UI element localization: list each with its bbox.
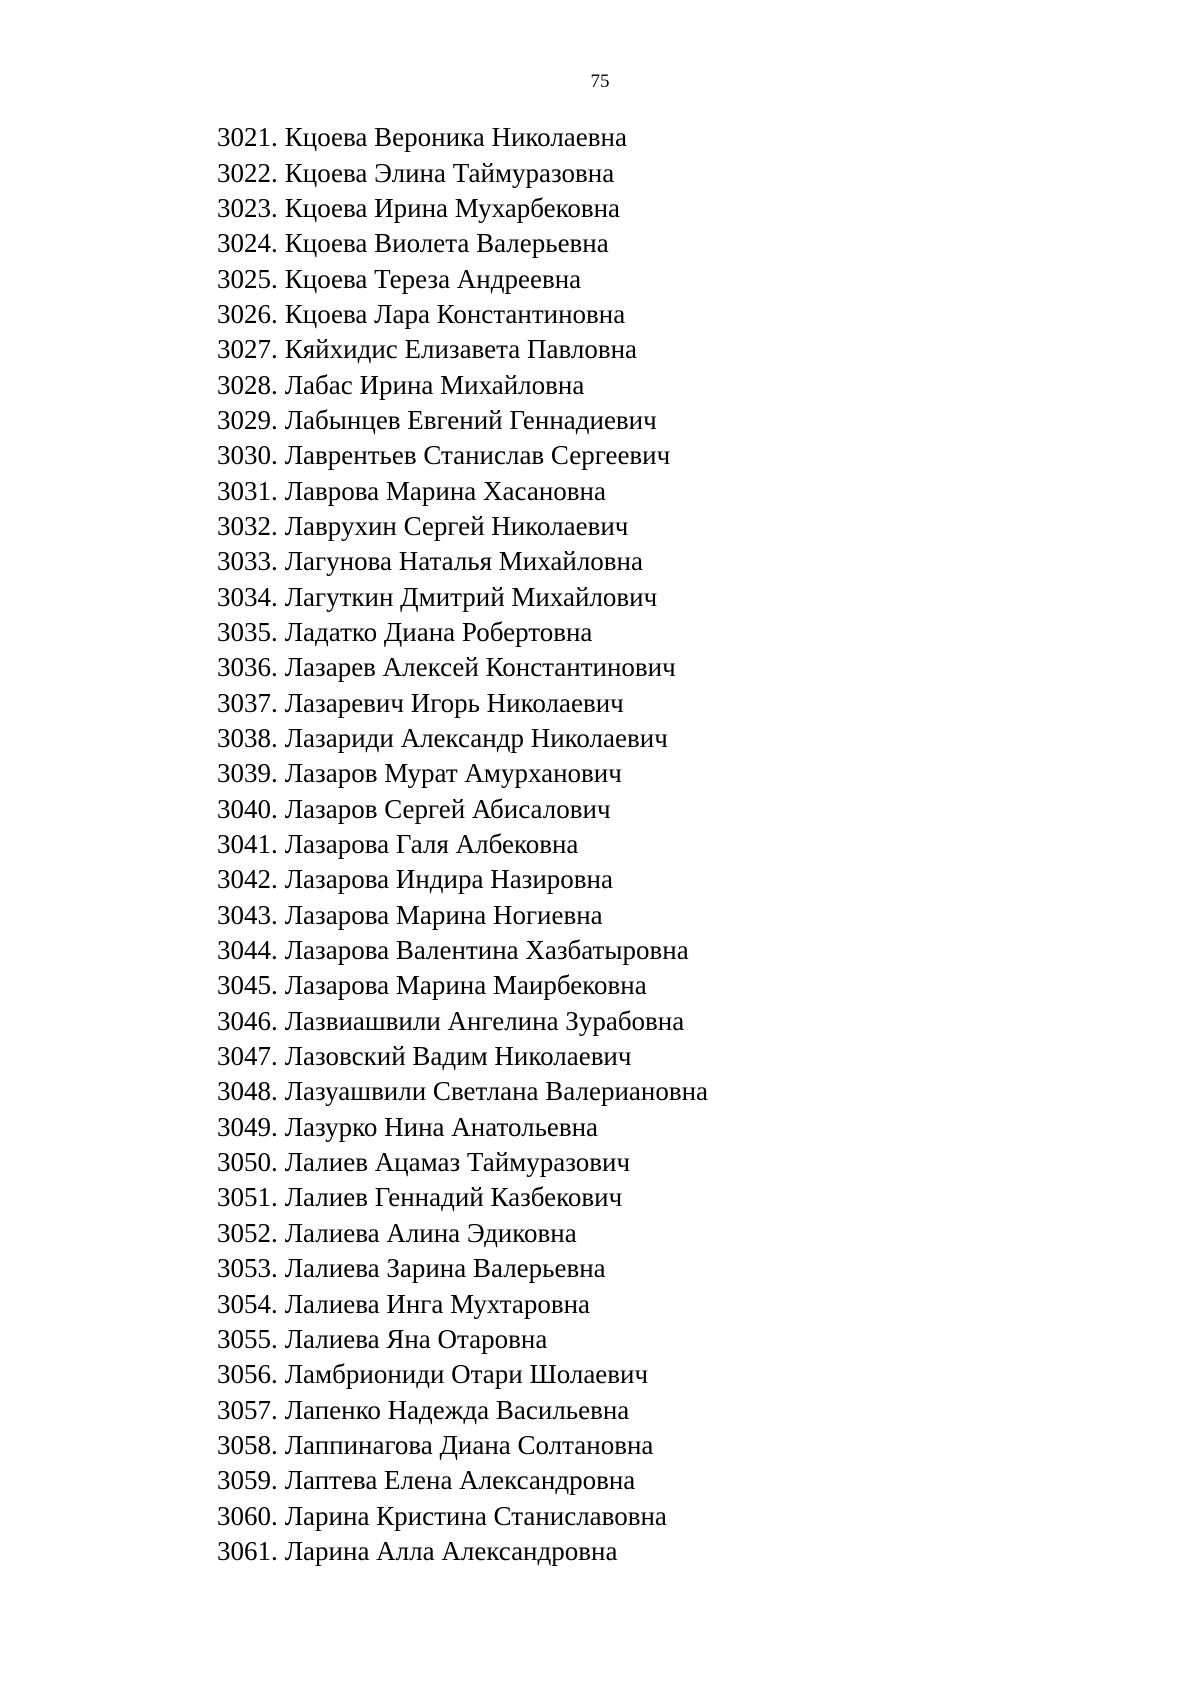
entry-number: 3059. <box>217 1465 278 1496</box>
list-item <box>217 367 708 402</box>
entry-name: Лаптева Елена Александровна <box>284 1465 636 1496</box>
entry-number: 3027. <box>217 334 278 365</box>
entry-number: 3042. <box>217 864 278 895</box>
entry-name: Лазуашвили Светлана Валериановна <box>284 1076 709 1107</box>
list-item <box>217 155 708 190</box>
entry-name: Кяйхидис Елизавета Павловна <box>284 334 638 365</box>
list-item <box>217 792 708 827</box>
entry-name: Ларина Алла Александровна <box>284 1535 618 1566</box>
entry-number: 3040. <box>217 793 278 824</box>
entry-number: 3043. <box>217 899 278 930</box>
entry-number: 3049. <box>217 1111 278 1142</box>
entry-name: Лалиева Яна Отаровна <box>284 1323 548 1354</box>
list-item <box>217 332 708 367</box>
list-item <box>217 615 708 650</box>
list-item <box>217 933 708 968</box>
entry-number: 3054. <box>217 1288 278 1319</box>
entry-number: 3041. <box>217 829 278 860</box>
entry-name: Лазарова Галя Албековна <box>284 829 579 860</box>
entry-name: Кцоева Ирина Мухарбековна <box>284 192 621 223</box>
entry-name: Лагунова Наталья Михайловна <box>284 546 643 577</box>
entry-number: 3030. <box>217 440 278 471</box>
list-item <box>217 1463 708 1498</box>
list-item <box>217 827 708 862</box>
list-item <box>217 191 708 226</box>
page-number: 75 <box>590 71 610 92</box>
entry-number: 3048. <box>217 1076 278 1107</box>
list-item <box>217 686 708 721</box>
list-item <box>217 1216 708 1251</box>
entry-name: Лазарова Марина Ногиевна <box>284 899 603 930</box>
list-item <box>217 1286 708 1321</box>
entry-number: 3036. <box>217 652 278 683</box>
entry-number: 3057. <box>217 1394 278 1425</box>
entry-name: Кцоева Лара Константиновна <box>284 298 626 329</box>
list-item <box>217 650 708 685</box>
list-item <box>217 862 708 897</box>
entry-name: Лазвиашвили Ангелина Зурабовна <box>284 1005 685 1036</box>
entry-name: Лабынцев Евгений Геннадиевич <box>284 404 657 435</box>
list-item <box>217 1251 708 1286</box>
list-item <box>217 1322 708 1357</box>
entry-name: Кцоева Тереза Андреевна <box>284 263 582 294</box>
list-item <box>217 898 708 933</box>
entry-name: Ламбриониди Отари Шолаевич <box>284 1359 649 1390</box>
list-item <box>217 1180 708 1215</box>
entry-number: 3031. <box>217 475 278 506</box>
list-item <box>217 968 708 1003</box>
list-item <box>217 297 708 332</box>
entry-name: Лаппинагова Диана Солтановна <box>284 1429 654 1460</box>
entry-name: Лазарова Марина Маирбековна <box>284 970 647 1001</box>
entry-name: Лазовский Вадим Николаевич <box>284 1041 632 1072</box>
list-item <box>217 438 708 473</box>
entry-name: Лазарев Алексей Константинович <box>284 652 676 683</box>
entry-name: Лагуткин Дмитрий Михайлович <box>284 581 658 612</box>
list-item <box>217 1534 708 1569</box>
entry-number: 3046. <box>217 1005 278 1036</box>
entry-number: 3035. <box>217 616 278 647</box>
entry-number: 3051. <box>217 1182 278 1213</box>
entry-number: 3061. <box>217 1535 278 1566</box>
list-item <box>217 1039 708 1074</box>
entry-name: Лазарова Индира Назировна <box>284 864 613 895</box>
entry-number: 3058. <box>217 1429 278 1460</box>
entry-number: 3037. <box>217 687 278 718</box>
entry-name: Кцоева Элина Таймуразовна <box>284 157 615 188</box>
entry-number: 3026. <box>217 298 278 329</box>
entry-name: Лазаревич Игорь Николаевич <box>284 687 624 718</box>
list-item <box>217 1004 708 1039</box>
entry-name: Кцоева Виолета Валерьевна <box>284 228 609 259</box>
entry-number: 3029. <box>217 404 278 435</box>
entry-name: Лапенко Надежда Васильевна <box>284 1394 630 1425</box>
entry-number: 3052. <box>217 1217 278 1248</box>
entry-number: 3028. <box>217 369 278 400</box>
entry-number: 3034. <box>217 581 278 612</box>
name-list <box>217 120 708 1569</box>
entry-name: Лалиев Ацамаз Таймуразович <box>284 1147 631 1178</box>
entry-number: 3022. <box>217 157 278 188</box>
entry-name: Лаврова Марина Хасановна <box>284 475 606 506</box>
entry-name: Кцоева Вероника Николаевна <box>284 122 627 153</box>
list-item <box>217 403 708 438</box>
entry-name: Ларина Кристина Станиславовна <box>284 1500 667 1531</box>
list-item <box>217 721 708 756</box>
entry-name: Ладатко Диана Робертовна <box>284 616 593 647</box>
entry-name: Лаврухин Сергей Николаевич <box>284 510 629 541</box>
entry-name: Лалиева Зарина Валерьевна <box>284 1253 606 1284</box>
list-item <box>217 509 708 544</box>
entry-number: 3038. <box>217 723 278 754</box>
entry-name: Лазарова Валентина Хазбатыровна <box>284 935 689 966</box>
list-item <box>217 120 708 155</box>
list-item <box>217 1392 708 1427</box>
entry-number: 3045. <box>217 970 278 1001</box>
entry-number: 3021. <box>217 122 278 153</box>
list-item <box>217 1145 708 1180</box>
entry-name: Лаврентьев Станислав Сергеевич <box>284 440 671 471</box>
list-item <box>217 1357 708 1392</box>
list-item <box>217 226 708 261</box>
list-item <box>217 579 708 614</box>
entry-number: 3033. <box>217 546 278 577</box>
entry-number: 3056. <box>217 1359 278 1390</box>
entry-number: 3053. <box>217 1253 278 1284</box>
list-item <box>217 544 708 579</box>
entry-number: 3023. <box>217 192 278 223</box>
list-item <box>217 1498 708 1533</box>
entry-name: Лабас Ирина Михайловна <box>284 369 585 400</box>
list-item <box>217 261 708 296</box>
entry-number: 3044. <box>217 935 278 966</box>
entry-number: 3050. <box>217 1147 278 1178</box>
list-item <box>217 473 708 508</box>
entry-name: Лалиева Алина Эдиковна <box>284 1217 577 1248</box>
list-item <box>217 1074 708 1109</box>
entry-name: Лазариди Александр Николаевич <box>284 723 668 754</box>
entry-number: 3025. <box>217 263 278 294</box>
list-item <box>217 756 708 791</box>
entry-number: 3039. <box>217 758 278 789</box>
entry-name: Лазурко Нина Анатольевна <box>284 1111 599 1142</box>
entry-name: Лалиев Геннадий Казбекович <box>284 1182 623 1213</box>
list-item <box>217 1110 708 1145</box>
entry-name: Лазаров Сергей Абисалович <box>284 793 611 824</box>
entry-number: 3055. <box>217 1323 278 1354</box>
list-item <box>217 1428 708 1463</box>
entry-number: 3024. <box>217 228 278 259</box>
entry-number: 3060. <box>217 1500 278 1531</box>
entry-name: Лалиева Инга Мухтаровна <box>284 1288 591 1319</box>
entry-number: 3047. <box>217 1041 278 1072</box>
entry-number: 3032. <box>217 510 278 541</box>
entry-name: Лазаров Мурат Амурханович <box>284 758 622 789</box>
